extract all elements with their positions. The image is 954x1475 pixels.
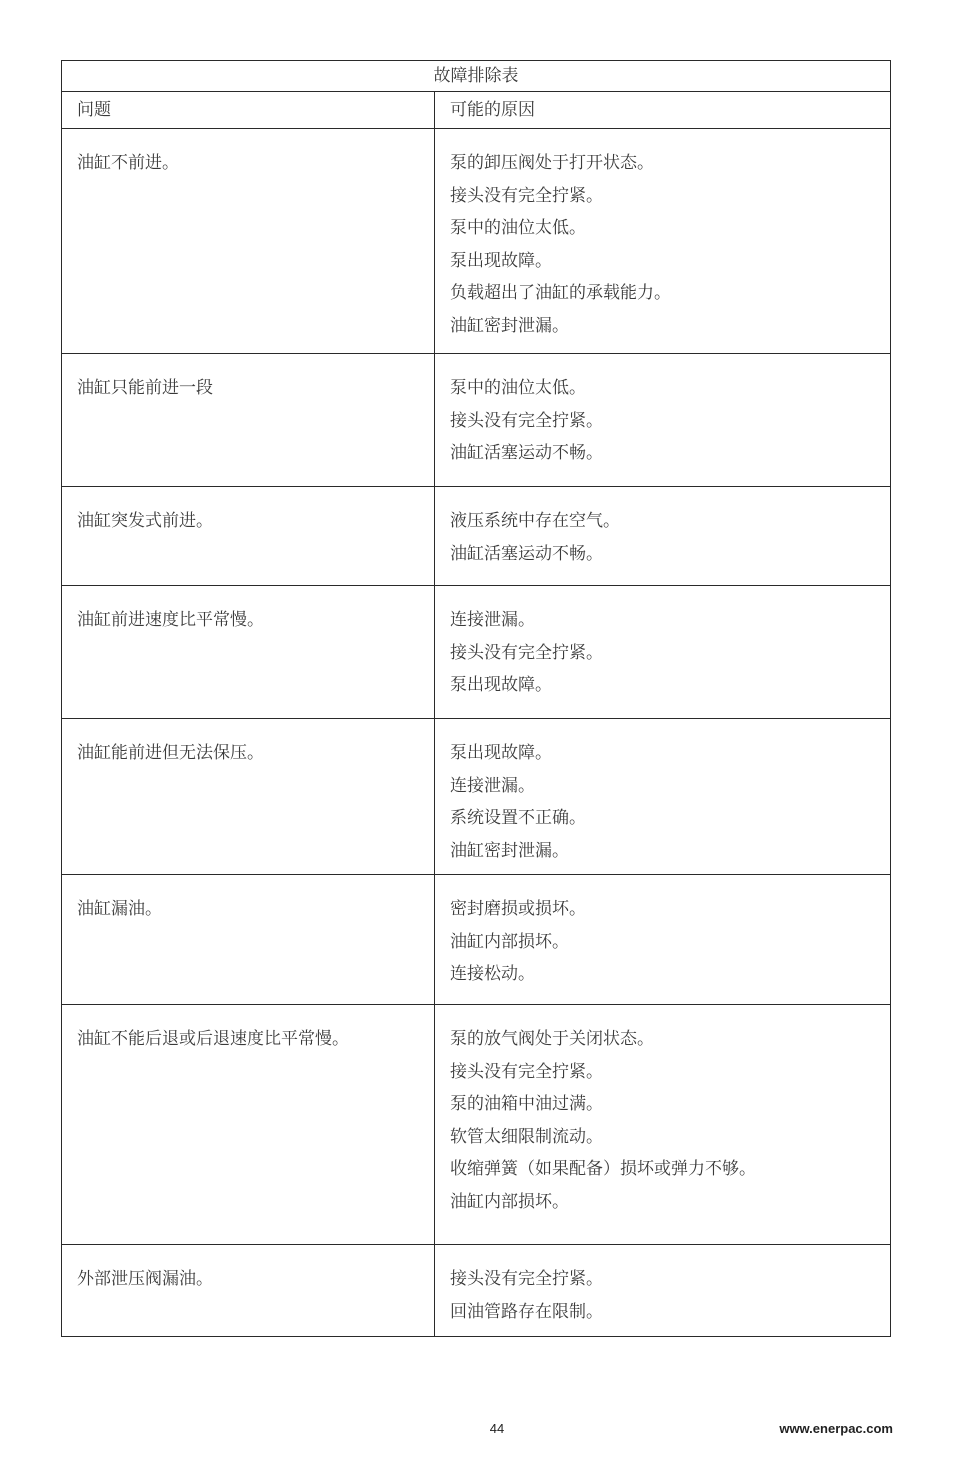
cause-item: 油缸内部损坏。 (450, 931, 569, 952)
cause-item: 泵的油箱中油过满。 (450, 1094, 603, 1114)
cause-item: 接头没有完全拧紧。 (450, 1061, 603, 1082)
cause-item: 泵出现故障。 (450, 675, 552, 695)
table-caption: 故障排除表 (62, 61, 891, 92)
cause-item: 软管太细限制流动。 (450, 1126, 603, 1147)
table-row (62, 129, 891, 354)
problem-cell: 油缸漏油。 (62, 875, 435, 1005)
cause-cell (435, 129, 891, 354)
problem-cell: 油缸只能前进一段 (62, 354, 435, 487)
cause-item: 连接松动。 (450, 964, 535, 984)
cause-item: 接头没有完全拧紧。 (450, 185, 603, 206)
cause-item: 油缸密封泄漏。 (450, 315, 569, 336)
header-problem: 问题 (62, 92, 435, 129)
table-row (62, 875, 891, 1005)
cause-item: 油缸内部损坏。 (450, 1191, 569, 1212)
table-row (62, 1245, 891, 1337)
troubleshooting-table (61, 60, 891, 1337)
problem-cell: 油缸前进速度比平常慢。 (62, 586, 435, 719)
cause-item: 泵中的油位太低。 (450, 378, 586, 398)
cause-item: 负载超出了油缸的承载能力。 (450, 283, 671, 303)
cause-item: 泵的卸压阀处于打开状态。 (450, 153, 654, 173)
table-row (62, 354, 891, 487)
website-url: www.enerpac.com (779, 1421, 893, 1436)
cause-item: 回油管路存在限制。 (450, 1301, 603, 1322)
cause-item: 接头没有完全拧紧。 (450, 410, 603, 431)
cause-cell (435, 1005, 891, 1245)
table-header-row (62, 92, 891, 129)
problem-cell: 油缸能前进但无法保压。 (62, 719, 435, 875)
table-row (62, 1005, 891, 1245)
cause-cell (435, 487, 891, 586)
cause-item: 系统设置不正确。 (450, 808, 586, 828)
problem-cell: 油缸突发式前进。 (62, 487, 435, 586)
cause-item: 泵出现故障。 (450, 743, 552, 763)
page-number: 44 (489, 1421, 505, 1436)
cause-item: 接头没有完全拧紧。 (450, 1269, 603, 1289)
header-cause: 可能的原因 (435, 92, 891, 129)
cause-item: 油缸密封泄漏。 (450, 840, 569, 861)
cause-cell (435, 875, 891, 1005)
table-body (62, 129, 891, 1337)
cause-cell (435, 1245, 891, 1337)
problem-cell: 外部泄压阀漏油。 (62, 1245, 435, 1337)
cause-item: 泵的放气阀处于关闭状态。 (450, 1029, 654, 1049)
problem-cell: 油缸不能后退或后退速度比平常慢。 (62, 1005, 435, 1245)
cause-item: 接头没有完全拧紧。 (450, 642, 603, 663)
cause-cell (435, 354, 891, 487)
cause-cell (435, 719, 891, 875)
cause-item: 泵出现故障。 (450, 250, 552, 271)
table-caption-row (62, 61, 891, 92)
table-row (62, 719, 891, 875)
table-row (62, 487, 891, 586)
cause-item: 连接泄漏。 (450, 610, 535, 630)
cause-item: 油缸活塞运动不畅。 (450, 443, 603, 463)
cause-item: 密封磨损或损坏。 (450, 899, 586, 919)
problem-cell: 油缸不前进。 (62, 129, 435, 354)
table-row (62, 586, 891, 719)
cause-item: 泵中的油位太低。 (450, 218, 586, 238)
cause-item: 连接泄漏。 (450, 775, 535, 796)
cause-item: 液压系统中存在空气。 (450, 511, 620, 531)
cause-item: 油缸活塞运动不畅。 (450, 543, 603, 564)
cause-cell (435, 586, 891, 719)
troubleshooting-table-wrapper (61, 60, 891, 1337)
cause-item: 收缩弹簧（如果配备）损坏或弹力不够。 (450, 1159, 756, 1179)
